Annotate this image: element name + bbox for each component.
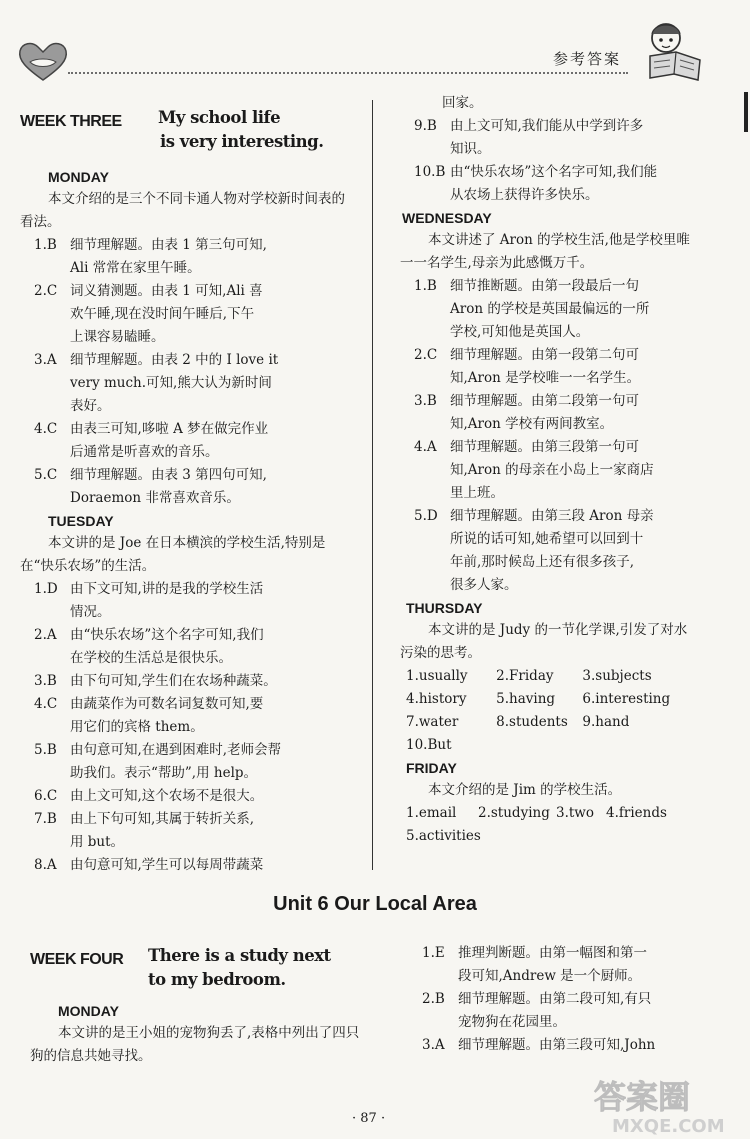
answer-explanation: 由上文可知,这个农场不是很大。	[70, 788, 264, 804]
answer-item	[20, 280, 350, 349]
answer-number: 6.C	[34, 788, 58, 804]
week-label: WEEK FOUR	[30, 951, 124, 968]
answer-explanation: 细节理解题。由第一段第二句可 知,Aron 是学校唯一一名学生。	[450, 347, 641, 386]
right-column	[400, 92, 700, 848]
bottom-right-column	[408, 942, 708, 1057]
answer-item	[20, 854, 350, 877]
answer-number: 4.A	[414, 439, 437, 455]
answer-word: 3.subjects	[582, 668, 652, 684]
answer-explanation: 由句意可知,学生可以每周带蔬菜	[70, 857, 264, 873]
answer-item	[400, 115, 700, 161]
reading-boy-mascot-icon	[636, 16, 708, 84]
answer-number: 1.B	[414, 278, 437, 294]
monday-intro: 本文介绍的是三个不同卡通人物对学校新时间表的看法。	[20, 191, 345, 230]
week-subtitle: There is a study next to my bedroom.	[148, 946, 331, 989]
thursday-answers	[400, 665, 700, 757]
week-subtitle: My school life is very interesting.	[158, 108, 324, 151]
answer-explanation: 由“快乐农场”这个名字可知,我们能 从农场上获得许多快乐。	[450, 164, 658, 203]
answer-item	[20, 670, 350, 693]
answer-word: 5.having	[496, 691, 556, 707]
answer-word: 1.usually	[406, 668, 468, 684]
answer-number: 1.E	[422, 945, 445, 961]
answer-word: 5.activities	[406, 828, 481, 844]
answer-item	[20, 578, 350, 624]
day-heading-monday: MONDAY	[48, 169, 109, 185]
answer-explanation: 由蔬菜作为可数名词复数可知,要 用它们的宾格 them。	[70, 696, 264, 735]
answer-item	[20, 464, 350, 510]
answer-word: 6.interesting	[582, 691, 671, 707]
answer-item	[20, 785, 350, 808]
monday-answers	[20, 234, 350, 510]
unit-title: Unit 6 Our Local Area	[273, 893, 477, 915]
answer-item	[408, 1034, 708, 1057]
day-heading-thursday: THURSDAY	[406, 600, 483, 616]
answer-item	[20, 808, 350, 854]
edge-mark	[744, 92, 748, 132]
answer-number: 2.B	[422, 991, 445, 1007]
answer-item	[20, 349, 350, 418]
svg-text:答案圈: 答案圈	[594, 1078, 691, 1116]
answer-explanation: 由下句可知,学生们在农场种蔬菜。	[70, 673, 277, 689]
answer-number: 4.C	[34, 696, 58, 712]
answer-explanation: 词义猜测题。由表 1 可知,Ali 喜 欢午睡,现在没时间午睡后,下午 上课容易瞌睡。	[70, 283, 263, 345]
day-heading-friday: FRIDAY	[406, 760, 457, 776]
thursday-intro: 本文讲的是 Judy 的一节化学课,引发了对水污染的思考。	[400, 622, 688, 661]
answer-explanation: 由句意可知,在遇到困难时,老师会帮 助我们。表示“帮助”,用 help。	[70, 742, 282, 781]
answer-word: 4.history	[406, 691, 467, 707]
answer-row	[400, 825, 700, 848]
week4-monday-answers	[408, 942, 708, 1057]
answer-item	[20, 739, 350, 785]
answer-item	[20, 234, 350, 280]
answer-explanation: 细节理解题。由第三段可知,John	[458, 1037, 656, 1053]
answer-item	[400, 275, 700, 344]
answer-item	[20, 693, 350, 739]
answer-number: 2.A	[34, 627, 57, 643]
answer-word: 1.email	[406, 805, 457, 821]
tuesday-intro: 本文讲的是 Joe 在日本横滨的学校生活,特别是在“快乐农场”的生活。	[20, 535, 326, 574]
answer-item	[408, 942, 708, 988]
answer-word: 2.Friday	[496, 668, 554, 684]
wednesday-answers	[400, 275, 700, 597]
header-title: 参考答案	[553, 50, 622, 68]
answer-number: 4.C	[34, 421, 58, 437]
answer-number: 1.D	[34, 581, 58, 597]
bottom-left-column	[30, 942, 360, 1068]
day-heading-wednesday: WEDNESDAY	[402, 210, 492, 226]
answer-row	[400, 802, 700, 825]
answer-number: 10.B	[414, 164, 446, 180]
answer-item	[400, 505, 700, 597]
answer-explanation: 由上下句可知,其属于转折关系, 用 but。	[70, 811, 255, 850]
answer-word: 10.But	[406, 737, 452, 753]
left-column	[20, 104, 350, 877]
answer-item	[20, 624, 350, 670]
answer-item	[400, 390, 700, 436]
answer-number: 5.D	[414, 508, 438, 524]
answer-item	[20, 418, 350, 464]
page-number: · 87 ·	[352, 1111, 386, 1126]
heart-logo-icon	[16, 40, 70, 82]
answer-number: 5.C	[34, 467, 58, 483]
column-divider	[372, 100, 373, 870]
tuesday-answers	[20, 578, 350, 877]
day-heading-monday: MONDAY	[58, 1003, 119, 1019]
answer-row	[400, 665, 700, 688]
header-dotted-line	[68, 72, 628, 74]
answer-explanation: 细节理解题。由第二段第一句可 知,Aron 学校有两间教室。	[450, 393, 639, 432]
week-four-heading	[30, 942, 360, 996]
friday-answers	[400, 802, 700, 848]
answer-number: 9.B	[414, 118, 437, 134]
answer-number: 7.B	[34, 811, 57, 827]
answer-number: 1.B	[34, 237, 57, 253]
answer-explanation: 由下文可知,讲的是我的学校生活 情况。	[70, 581, 264, 620]
day-heading-tuesday: TUESDAY	[48, 513, 114, 529]
answer-explanation: 细节理解题。由表 3 第四句可知, Doraemon 非常喜欢音乐。	[70, 467, 267, 506]
svg-text:MXQE.COM: MXQE.COM	[612, 1116, 725, 1137]
answer-item	[400, 161, 700, 207]
answer-row	[400, 688, 700, 711]
answer-number: 8.A	[34, 857, 57, 873]
answer-item	[400, 344, 700, 390]
answer-item	[400, 436, 700, 505]
answer-explanation: 细节理解题。由第二段可知,有只 宠物狗在花园里。	[458, 991, 652, 1030]
answer-explanation: 细节理解题。由表 1 第三句可知, Ali 常常在家里午睡。	[70, 237, 267, 276]
answer-explanation: 推理判断题。由第一幅图和第一 段可知,Andrew 是一个厨师。	[458, 945, 647, 984]
week-label: WEEK THREE	[20, 113, 122, 130]
answer-word: 2.studying	[478, 805, 550, 821]
answer-explanation: 由上文可知,我们能从中学到许多 知识。	[450, 118, 644, 157]
answer-explanation: 细节理解题。由第三段第一句可 知,Aron 的母亲在小岛上一家商店 里上班。	[450, 439, 654, 501]
answer-word: 7.water	[406, 714, 459, 730]
answer-row	[400, 711, 700, 734]
week-three-heading	[20, 104, 350, 162]
site-watermark	[574, 1070, 750, 1139]
answer-explanation: 细节推断题。由第一段最后一句 Aron 的学校是英国最偏远的一所 学校,可知他是英国人。	[450, 278, 650, 340]
tuesday-answers-continued	[400, 115, 700, 207]
answer-explanation: 细节理解题。由第三段 Aron 母亲 所说的话可知,她希望可以回到十 年前,那时候岛上还有很多孩子, 很多人家。	[450, 508, 654, 593]
answer-number: 2.C	[414, 347, 438, 363]
answer-word: 8.students	[496, 714, 568, 730]
answer-number: 3.A	[422, 1037, 445, 1053]
answer-word: 3.two	[556, 805, 594, 821]
answer-explanation: 由“快乐农场”这个名字可知,我们 在学校的生活总是很快乐。	[70, 627, 264, 666]
answer-number: 3.B	[34, 673, 57, 689]
answer-explanation: 由表三可知,哆啦 A 梦在做完作业 后通常是听喜欢的音乐。	[70, 421, 269, 460]
answer-number: 3.B	[414, 393, 437, 409]
wednesday-intro: 本文讲述了 Aron 的学校生活,他是学校里唯一一名学生,母亲为此感慨万千。	[400, 232, 690, 271]
answer-word: 4.friends	[606, 805, 667, 821]
answer-number: 3.A	[34, 352, 57, 368]
answer-explanation: 细节理解题。由表 2 中的 I love it very much.可知,熊大认为新时间 表好。	[70, 352, 279, 414]
friday-intro: 本文介绍的是 Jim 的学校生活。	[428, 782, 622, 798]
week4-monday-intro: 本文讲的是王小姐的宠物狗丢了,表格中列出了四只狗的信息共她寻找。	[30, 1025, 360, 1064]
answer-item	[408, 988, 708, 1034]
answer-row	[400, 734, 700, 757]
tuesday-continued: 回家。	[442, 95, 483, 111]
answer-number: 2.C	[34, 283, 58, 299]
answer-word: 9.hand	[582, 714, 630, 730]
answer-number: 5.B	[34, 742, 57, 758]
